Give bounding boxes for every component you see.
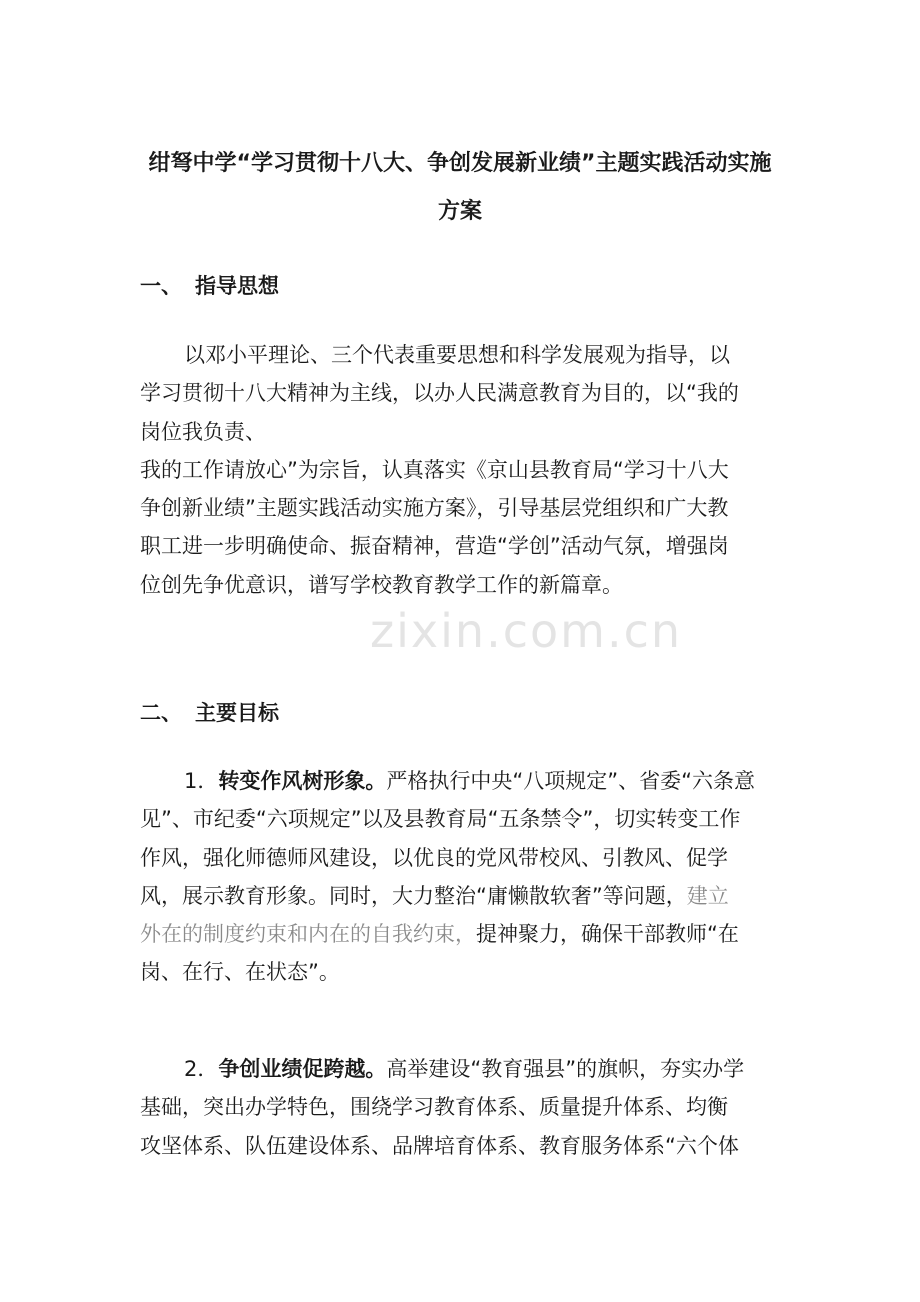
title-line-1: 绀弩中学“学习贯彻十八大、争创发展新业绩”主题实践活动实施	[148, 151, 772, 176]
paragraph-gray-text: 外在的制度约束和内在的自我约束，	[140, 922, 476, 947]
paragraph-line: 我的工作请放心”为宗旨，认真落实《京山县教育局“学习十八大	[140, 457, 729, 482]
watermark: zixin.com.cn	[370, 604, 683, 658]
title-line-2: 方案	[437, 199, 482, 224]
paragraph-gray-text: 建立	[686, 883, 729, 908]
paragraph-line	[140, 915, 780, 953]
item-2-text: 高举建设“教育强县”的旗帜，夯实办学	[386, 1057, 745, 1081]
item-1-text: 严格执行中央“八项规定”、省委“六条意	[386, 769, 756, 793]
paragraph-line: 作风，强化师德师风建设，以优良的党风带校风、引教风、促学	[140, 845, 728, 870]
section-2-item-1	[140, 762, 780, 992]
paragraph-line: 岗、在行、在状态”。	[140, 960, 340, 985]
paragraph-line: 以邓小平理论、三个代表重要思想和科学发展观为指导，以	[184, 343, 730, 367]
section-1-title: 指导思想	[195, 274, 279, 298]
section-2-item-2	[140, 1050, 780, 1165]
item-2-label: 2．	[184, 1057, 219, 1081]
paragraph-line: 学习贯彻十八大精神为主线，以办人民满意教育为目的，以“我的	[140, 381, 739, 406]
section-1-paragraph	[140, 336, 780, 604]
section-2-heading	[140, 698, 279, 728]
paragraph-text: 风，展示教育形象。同时，大力整治“庸懒散软奢”等问题，	[140, 883, 687, 908]
item-1-first-line	[140, 762, 780, 800]
paragraph-line: 攻坚体系、队伍建设体系、品牌培育体系、教育服务体系“六个体	[140, 1133, 739, 1158]
document-title	[140, 140, 780, 236]
paragraph-line: 岗位我负责、	[140, 419, 266, 444]
item-1-label: 1．	[184, 769, 219, 793]
section-1-number: 一、	[140, 274, 182, 298]
item-2-first-line	[140, 1050, 780, 1088]
item-1-bold-title: 转变作风树形象。	[218, 769, 387, 793]
item-2-bold-title: 争创业绩促跨越。	[218, 1057, 387, 1081]
section-1-heading	[140, 271, 279, 301]
paragraph-line: 职工进一步明确使命、振奋精神，营造“学创”活动气氛，增强岗	[140, 534, 729, 559]
section-2-title: 主要目标	[195, 701, 279, 725]
paragraph-line: 基础，突出办学特色，围绕学习教育体系、质量提升体系、均衡	[140, 1095, 728, 1120]
paragraph-text: 提神聚力，确保干部教师“在	[476, 922, 739, 947]
paragraph-line: 见”、市纪委“六项规定”以及县教育局“五条禁令”，切实转变工作	[140, 807, 741, 832]
paragraph-line: 争创新业绩”主题实践活动实施方案》，引导基层党组织和广大教	[140, 496, 729, 521]
paragraph-line	[140, 877, 780, 915]
section-2-number: 二、	[140, 701, 182, 725]
paragraph-line: 位创先争优意识，谱写学校教育教学工作的新篇章。	[140, 572, 623, 597]
